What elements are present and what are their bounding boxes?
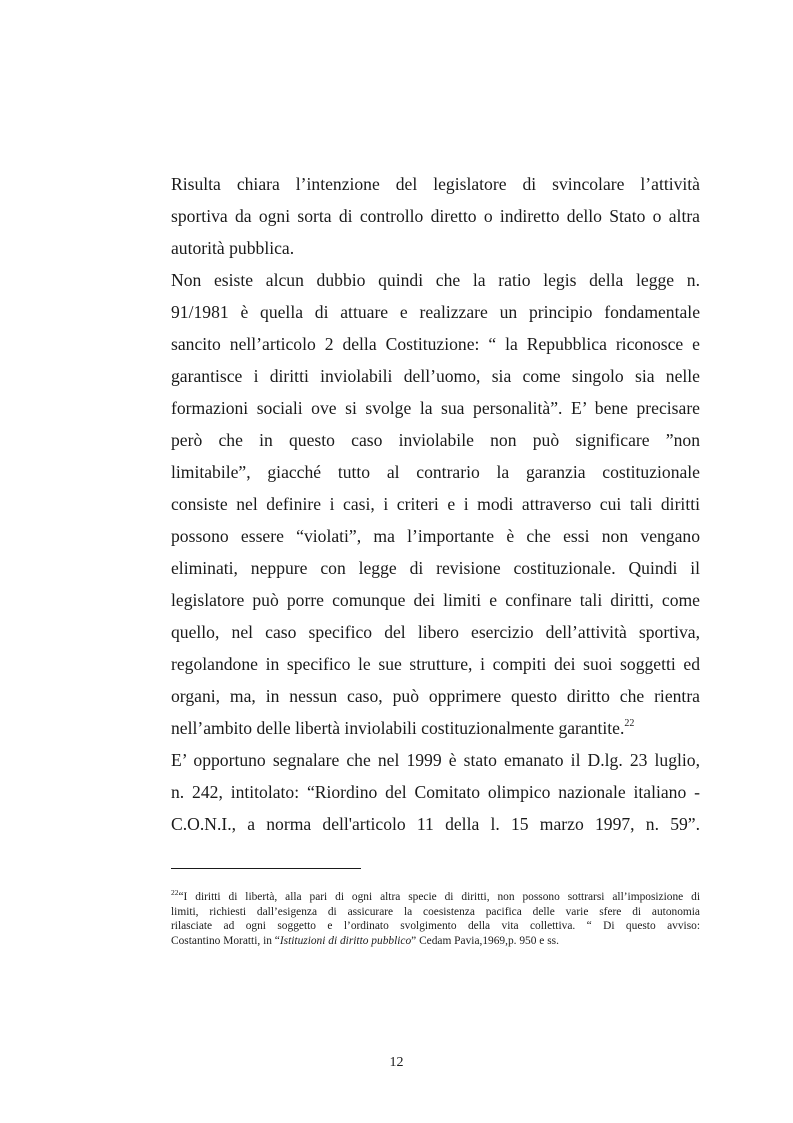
text-line: sancito nell’articolo 2 della Costituzione: “ la Repubblica riconosce e [171,334,700,354]
text-line: C.O.N.I., a norma dell'articolo 11 della l. 15 marzo 1997, n. 59”. [171,814,700,834]
footnote-book-title: Istituzioni di diritto pubblico [279,934,412,947]
text-line: eliminati, neppure con legge di revisione costituzionale. Quindi il [171,558,700,578]
footnote-citation-suffix: ” Cedam Pavia,1969,p. 950 e ss. [411,934,559,947]
footnote-number: 22 [171,888,179,897]
text-line: 91/1981 è quella di attuare e realizzare un principio fondamentale [171,302,700,322]
footnote-reference[interactable]: 22 [624,718,635,729]
text-line-with-footnote-ref [171,712,700,744]
text-line: sportiva da ogni sorta di controllo diretto o indiretto dello Stato o altra [171,206,700,226]
text-line: garantisce i diritti inviolabili dell’uomo, sia come singolo sia nelle [171,366,700,386]
text-line: Non esiste alcun dubbio quindi che la ratio legis della legge n. [171,270,700,290]
text-line: organi, ma, in nessun caso, può opprimere questo diritto che rientra [171,686,700,706]
footnote-line: limiti, richiesti dall’esigenza di assicurare la coesistenza pacifica delle varie sfere di autonomia [171,905,700,918]
text-line: autorità pubblica. [171,238,295,258]
text-line: possono essere “violati”, ma l’importante è che essi non vengano [171,526,700,546]
footnote-text: “I diritti di libertà, alla pari di ogni altra specie di diritti, non possono sottrarsi all’imposizione di [178,891,700,903]
text-line: n. 242, intitolato: “Riordino del Comitato olimpico nazionale italiano - [171,782,700,802]
footnote [171,890,700,948]
page-number: 12 [389,1055,404,1070]
text-line: E’ opportuno segnalare che nel 1999 è stato emanato il D.lg. 23 luglio, [171,750,700,770]
footnote-line: rilasciate ad ogni soggetto e l’ordinato svolgimento della vita collettiva. “ Di questo avviso: [171,920,700,932]
text-line: Risulta chiara l’intenzione del legislatore di svincolare l’attività [171,174,700,194]
text-line: consiste nel definire i casi, i criteri e i modi attraverso cui tali diritti [171,494,700,514]
footnote-separator [171,868,361,869]
body-text [171,168,700,840]
text-line: nell’ambito delle libertà inviolabili costituzionalmente garantite. [171,718,625,738]
text-line: quello, nel caso specifico del libero esercizio dell’attività sportiva, [171,622,700,642]
footnote-line [171,890,700,905]
footnote-citation-prefix: Costantino Moratti, in “ [171,934,280,947]
text-line: però che in questo caso inviolabile non può significare ”non [171,430,700,450]
text-line: formazioni sociali ove si svolge la sua personalità”. E’ bene precisare [171,398,700,418]
footnote-line [171,934,700,949]
text-line: legislatore può porre comunque dei limiti e confinare tali diritti, come [171,590,700,610]
text-line: limitabile”, giacché tutto al contrario la garanzia costituzionale [171,462,700,482]
text-line: regolandone in specifico le sue strutture, i compiti dei suoi soggetti ed [171,654,700,674]
